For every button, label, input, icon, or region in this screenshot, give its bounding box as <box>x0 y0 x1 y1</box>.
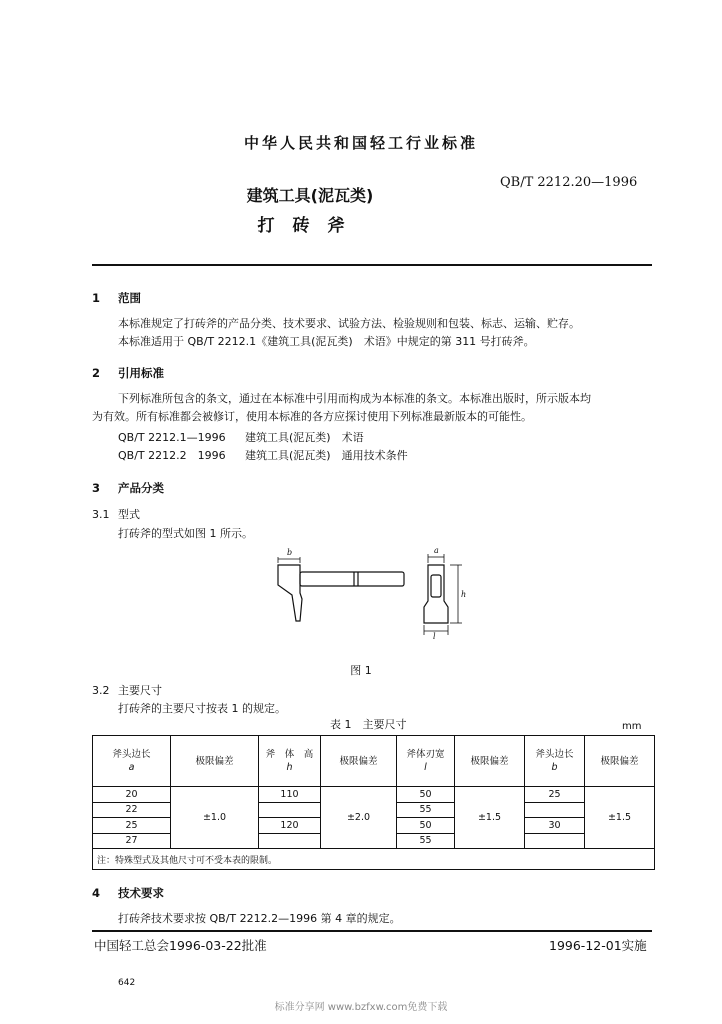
table-cell <box>525 802 585 818</box>
table-cell: 22 <box>93 802 171 818</box>
document-title: 建筑工具(泥瓦类) <box>246 186 374 205</box>
table-cell: ±1.0 <box>171 787 259 849</box>
dimension-label-a: a <box>434 546 439 555</box>
paragraph: 打砖斧技术要求按 QB/T 2212.2—1996 第 4 章的规定。 <box>118 912 401 925</box>
dimension-label-h: h <box>461 590 467 599</box>
figure-1-drawing <box>262 545 482 640</box>
column-header: 斧头边长 a <box>93 736 171 787</box>
watermark: 标准分享网 www.bzfxw.com免费下载 <box>274 1002 448 1013</box>
reference-code: QB/T 2212.1—1996 <box>118 431 226 444</box>
table-header-row <box>93 736 655 787</box>
dimensions-table <box>92 735 655 870</box>
axe-side-view <box>278 557 404 621</box>
subsection-number: 3.2 <box>92 684 110 697</box>
subsection-number: 3.1 <box>92 508 110 521</box>
page-number: 642 <box>118 978 136 988</box>
section-number: 3 <box>92 481 101 495</box>
table-cell: 50 <box>397 818 455 834</box>
table-cell: 120 <box>259 818 321 834</box>
header-rule <box>92 264 652 266</box>
table-cell <box>259 802 321 818</box>
table-cell: ±1.5 <box>455 787 525 849</box>
reference-title: 建筑工具(泥瓦类) 术语 <box>245 431 364 444</box>
subsection-3-2-heading <box>92 682 162 700</box>
approval-date: 中国轻工总会1996-03-22批准 <box>94 938 267 953</box>
table-caption: 表 1 主要尺寸 <box>330 718 407 731</box>
column-header: 斧头边长 b <box>525 736 585 787</box>
paragraph: 打砖斧的主要尺寸按表 1 的规定。 <box>118 702 286 715</box>
table-unit: mm <box>622 721 642 732</box>
footer-rule <box>92 930 652 932</box>
column-header: 极限偏差 <box>585 736 655 787</box>
table-cell: 27 <box>93 833 171 849</box>
column-header: 极限偏差 <box>171 736 259 787</box>
column-header: 极限偏差 <box>321 736 397 787</box>
table-cell <box>259 833 321 849</box>
column-header: 极限偏差 <box>455 736 525 787</box>
subsection-3-1-heading <box>92 506 140 524</box>
table-cell: 50 <box>397 787 455 803</box>
section-1-heading <box>92 290 141 306</box>
table-cell: 25 <box>93 818 171 834</box>
table-note: 注：特殊型式及其他尺寸可不受本表的限制。 <box>93 849 655 870</box>
table-cell: 110 <box>259 787 321 803</box>
figure-caption: 图 1 <box>350 664 372 677</box>
paragraph: 为有效。所有标准都会被修订，使用本标准的各方应探讨使用下列标准最新版本的可能性。 <box>92 410 532 423</box>
axe-front-view <box>424 554 462 635</box>
paragraph: 本标准适用于 QB/T 2212.1《建筑工具(泥瓦类) 术语》中规定的第 311 号打砖斧。 <box>118 335 535 348</box>
reference-code: QB/T 2212.2 1996 <box>118 449 226 462</box>
section-number: 1 <box>92 291 101 305</box>
column-header: 斧体刃宽 l <box>397 736 455 787</box>
issuing-authority: 中华人民共和国轻工行业标准 <box>243 134 478 152</box>
section-number: 2 <box>92 366 101 380</box>
section-title: 技术要求 <box>118 886 164 900</box>
standard-code: QB/T 2212.20—1996 <box>500 175 638 190</box>
section-3-heading <box>92 480 164 496</box>
paragraph: 下列标准所包含的条文，通过在本标准中引用而构成为本标准的条文。本标准出版时，所示版本均 <box>118 392 591 405</box>
table-cell: 25 <box>525 787 585 803</box>
table-note-row <box>93 849 655 870</box>
reference-title: 建筑工具(泥瓦类) 通用技术条件 <box>245 449 408 462</box>
table-cell: 30 <box>525 818 585 834</box>
table-cell: 55 <box>397 802 455 818</box>
dimension-label-b: b <box>287 548 293 557</box>
section-title: 范围 <box>118 291 141 305</box>
effective-date: 1996-12-01实施 <box>549 938 647 953</box>
section-2-heading <box>92 365 164 381</box>
section-title: 产品分类 <box>118 481 164 495</box>
subsection-title: 主要尺寸 <box>118 684 162 697</box>
table-cell <box>525 833 585 849</box>
section-number: 4 <box>92 886 101 900</box>
table-cell: ±1.5 <box>585 787 655 849</box>
document-subtitle: 打砖斧 <box>257 216 363 236</box>
table-cell: 55 <box>397 833 455 849</box>
paragraph: 本标准规定了打砖斧的产品分类、技术要求、试验方法、检验规则和包装、标志、运输、贮存。 <box>118 317 580 330</box>
table-row <box>93 787 655 803</box>
subsection-title: 型式 <box>118 508 140 521</box>
column-header: 斧 体 高 h <box>259 736 321 787</box>
table-cell: ±2.0 <box>321 787 397 849</box>
table-cell: 20 <box>93 787 171 803</box>
dimension-label-l: l <box>433 632 436 640</box>
section-4-heading <box>92 885 164 901</box>
section-title: 引用标准 <box>118 366 164 380</box>
paragraph: 打砖斧的型式如图 1 所示。 <box>118 527 253 540</box>
